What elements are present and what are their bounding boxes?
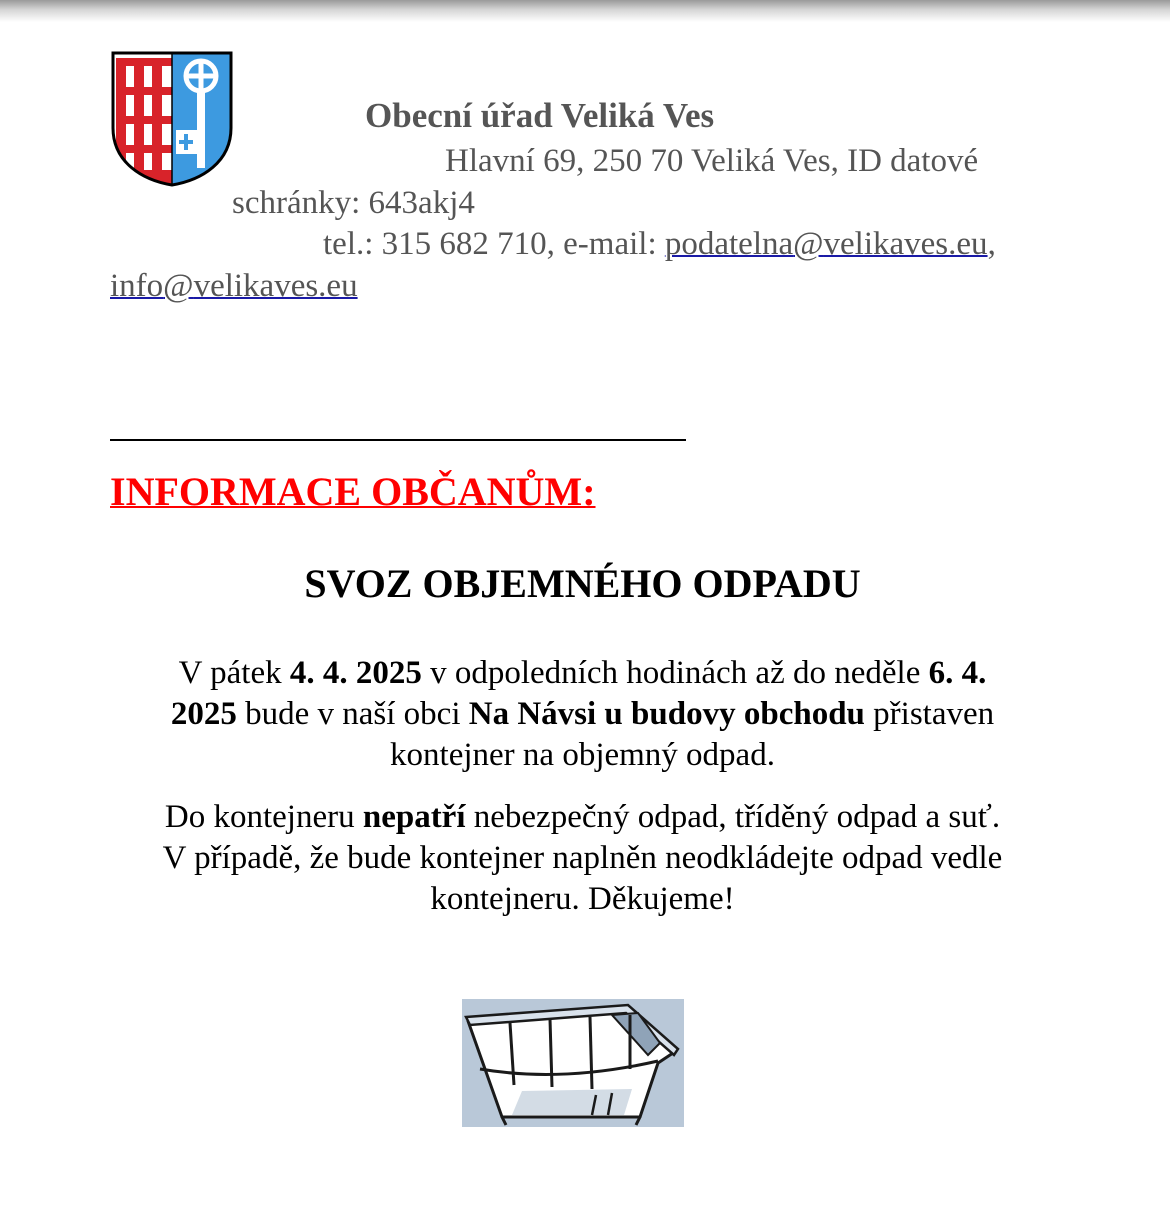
- paragraph-line: [0, 653, 1165, 694]
- location: Na Návsi u budovy obchodu: [468, 696, 865, 732]
- email-domain: velikaves.eu: [193, 268, 358, 304]
- email-at: @: [793, 226, 824, 262]
- start-date: 4. 4. 2025: [289, 655, 422, 691]
- address-line-continued: schránky: 643akj4: [232, 185, 475, 221]
- paragraph-line: kontejneru. Děkujeme!: [430, 881, 735, 917]
- header-divider: [110, 439, 686, 441]
- contact-line: [323, 226, 996, 263]
- info-heading: INFORMACE OBČANŮM:: [110, 469, 596, 514]
- address-line: Hlavní 69, 250 70 Veliká Ves, ID datové: [445, 143, 979, 179]
- notice-title: SVOZ OBJEMNÉHO ODPADU: [304, 561, 861, 606]
- office-title: Obecní úřad Veliká Ves: [365, 96, 715, 135]
- window-top-shadow: [0, 0, 1170, 22]
- paragraph-line: V případě, že bude kontejner naplněn neodkládejte odpad vedle: [162, 840, 1003, 876]
- paragraph-line: kontejner na objemný odpad.: [390, 737, 775, 773]
- email-at: @: [163, 268, 194, 304]
- text-run: V pátek: [178, 655, 290, 691]
- contact-prefix: tel.: 315 682 710, e-mail:: [323, 226, 665, 262]
- text-run: bude v naší obci: [236, 696, 469, 732]
- email-user: info: [110, 268, 164, 304]
- email-separator: ,: [987, 226, 996, 262]
- waste-container-image: [462, 999, 684, 1127]
- email-user: podatelna: [664, 226, 794, 262]
- email-link-podatelna[interactable]: [665, 226, 988, 262]
- end-date-part: 6. 4.: [928, 655, 987, 691]
- email-link-info[interactable]: [110, 268, 358, 304]
- end-date-year: 2025: [170, 696, 237, 732]
- text-run: v odpoledních hodinách až do neděle: [421, 655, 929, 691]
- contact-line-continued: [110, 268, 358, 305]
- email-domain: velikaves.eu: [823, 226, 988, 262]
- text-run: přistaven: [864, 696, 995, 732]
- paragraph-line: [0, 694, 1165, 735]
- coat-of-arms-logo: [110, 50, 234, 188]
- emphasis: nepatří: [362, 799, 466, 835]
- paragraph-line: [0, 797, 1165, 838]
- notice-paragraph-rules: [0, 797, 1165, 920]
- text-run: Do kontejneru: [164, 799, 363, 835]
- notice-paragraph-schedule: [0, 653, 1165, 776]
- text-run: nebezpečný odpad, tříděný odpad a suť.: [465, 799, 1001, 835]
